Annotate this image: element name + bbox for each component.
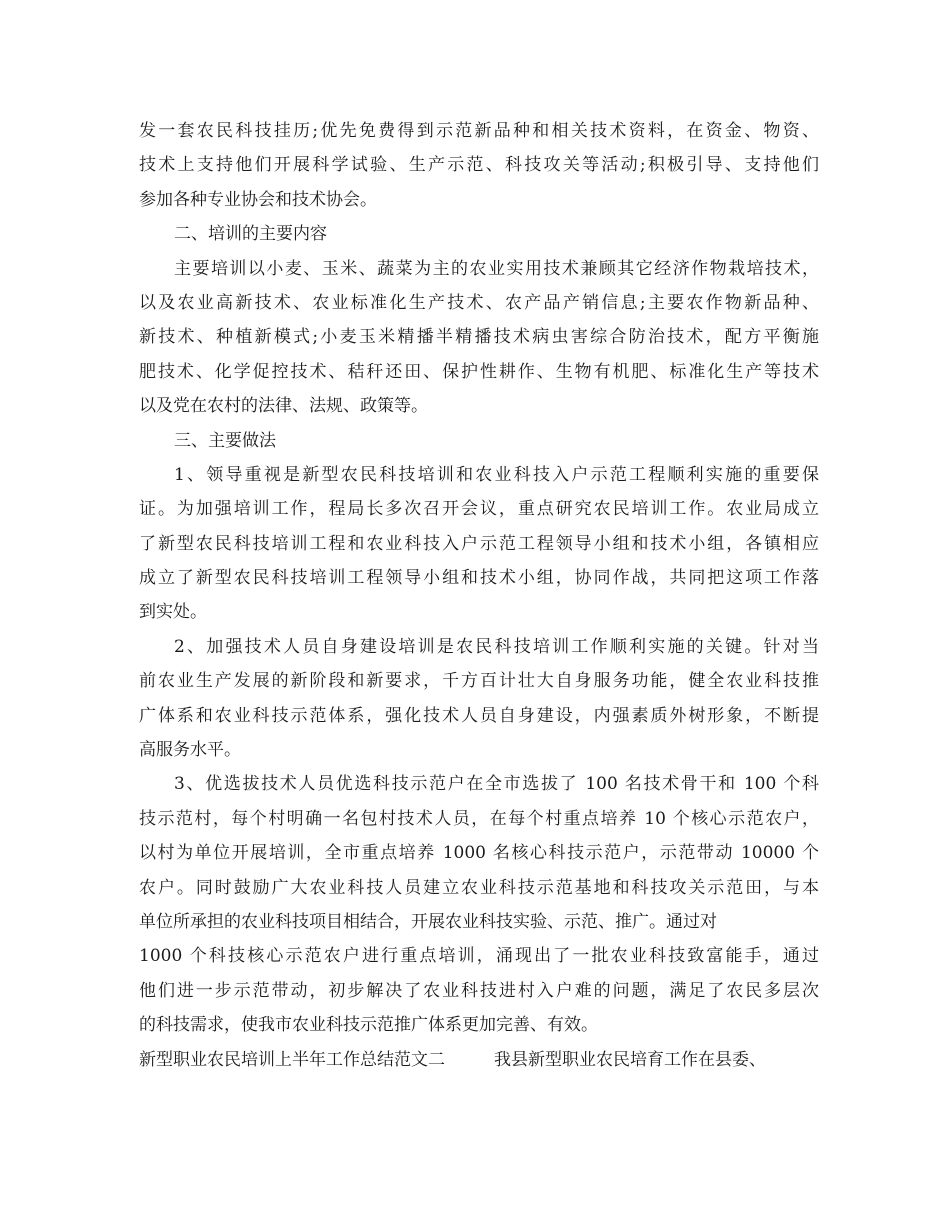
section-heading: 三、主要做法 (174, 430, 276, 451)
text-line: 以村为单位开展培训，全市重点培养 1000 名核心科技示范户，示范带动 10000 个 (139, 843, 819, 864)
text-line: 前农业生产发展的新阶段和新要求，千方百计壮大自身服务功能，健全农业科技推 (139, 671, 819, 692)
text-line: 1、领导重视是新型农民科技培训和农业科技入户示范工程顺利实施的重要保 (174, 464, 819, 485)
text-line: 单位所承担的农业科技项目相结合，开展农业科技实验、示范、推广。通过对 (139, 911, 717, 932)
text-line: 广体系和农业科技示范体系，强化技术人员自身建设，内强素质外树形象，不断提 (139, 705, 819, 726)
text-line: 到实处。 (139, 602, 207, 623)
text-line: 技示范村，每个村明确一名包村技术人员，在每个村重点培养 10 个核心示范农户， (139, 808, 819, 829)
text-line: 证。为加强培训工作，程局长多次召开会议，重点研究农民培训工作。农业局成立 (139, 499, 819, 520)
text-line: 高服务水平。 (139, 740, 241, 761)
text-line: 技术上支持他们开展科学试验、生产示范、科技攻关等活动;积极引导、支持他们 (139, 155, 819, 176)
text-line: 成立了新型农民科技培训工程领导小组和技术小组，协同作战，共同把这项工作落 (139, 568, 819, 589)
text-line: 新技术、种植新模式;小麦玉米精播半精播技术病虫害综合防治技术，配方平衡施 (139, 327, 819, 348)
text-line: 主要培训以小麦、玉米、蔬菜为主的农业实用技术兼顾其它经济作物栽培技术， (174, 258, 819, 279)
document-body (139, 114, 819, 1077)
text-line: 以及农业高新技术、农业标准化生产技术、农产品产销信息;主要农作物新品种、 (139, 292, 819, 313)
text-line: 肥技术、化学促控技术、秸秆还田、保护性耕作、生物有机肥、标准化生产等技术 (139, 361, 819, 382)
text-line: 农户。同时鼓励广大农业科技人员建立农业科技示范基地和科技攻关示范田，与本 (139, 877, 819, 898)
text-line: 发一套农民科技挂历;优先免费得到示范新品种和相关技术资料，在资金、物资、 (139, 121, 819, 141)
next-section-intro: 我县新型职业农民培育工作在县委、 (494, 1049, 766, 1070)
next-section-line (139, 1043, 819, 1077)
text-line: 2、加强技术人员自身建设培训是农民科技培训工作顺利实施的关键。针对当 (174, 636, 819, 657)
text-line: 参加各种专业协会和技术协会。 (139, 189, 377, 210)
text-line: 3、优选拔技术人员优选科技示范户在全市选拔了 100 名技术骨干和 100 个科 (174, 774, 819, 795)
text-line: 他们进一步示范带动，初步解决了农业科技进村入户难的问题，满足了农民多层次 (139, 980, 819, 1001)
text-line: 的科技需求，使我市农业科技示范推广体系更加完善、有效。 (139, 1015, 598, 1036)
text-line: 了新型农民科技培训工程和农业科技入户示范工程领导小组和技术小组，各镇相应 (139, 533, 819, 554)
next-section-title: 新型职业农民培训上半年工作总结范文二 (139, 1049, 445, 1070)
text-line: 1000 个科技核心示范农户进行重点培训，涌现出了一批农业科技致富能手，通过 (139, 946, 819, 967)
section-heading: 二、培训的主要内容 (174, 224, 327, 245)
text-line: 以及党在农村的法律、法规、政策等。 (139, 396, 428, 417)
